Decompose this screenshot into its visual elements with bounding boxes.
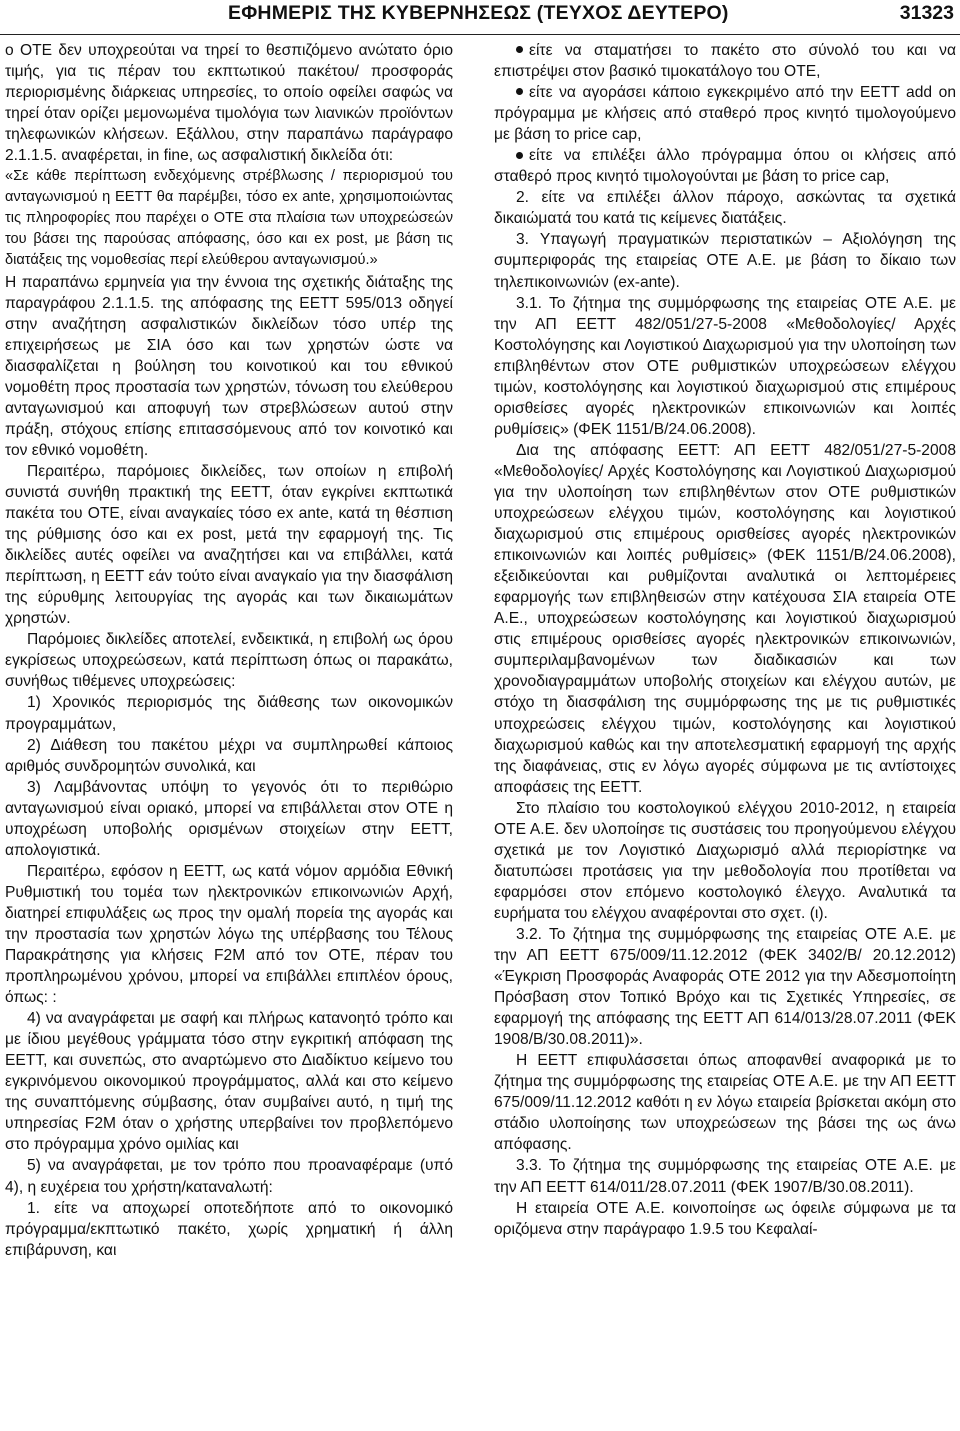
subsection-heading: 3.1. Το ζήτημα της συμμόρφωσης της εταιρείας ΟΤΕ Α.Ε. με την ΑΠ ΕΕΤΤ 482/051/27-5-2008 «Μεθοδολογίες/ Αρχές Κοστολόγησης και Λογιστικού Διαχωρισμού για την υλοποίηση των επιβληθέντων στον ΟΤΕ ρυθμιστικών υποχρεώσεων ελέγχου τιμών, κοστολόγησης και λογιστικού διαχωρισμού στις επιμέρους ορισθείσες αγορές ηλεκτρονικών επικοινωνιών και λοιπές ρυθμίσεις» (ΦΕΚ 1151/Β/24.06.2008). — [494, 294, 956, 438]
bullet-text: είτε να σταματήσει το πακέτο στο σύνολό του και να επιστρέψει στον βασικό τιμοκατάλογο του ΟΤΕ, — [494, 42, 956, 81]
list-item: 3) Λαμβάνοντας υπόψη το γεγονός ότι το περιθώριο ανταγωνισμού είναι οριακό, μπορεί να επιβάλλεται στον ΟΤΕ η υποχρέωση υποβολής ορισμένων στοιχείων στην ΕΕΤΤ, απολογιστικά. — [5, 778, 453, 859]
list-item: 5) να αναγράφεται, με τον τρόπο που προαναφέραμε (υπό 4), η ευχέρεια του χρήστη/καταναλωτή: — [5, 1157, 453, 1196]
paragraph: Η εταιρεία ΟΤΕ Α.Ε. κοινοποίησε ως όφειλε σύμφωνα με τα οριζόμενα στην παράγραφο 1.9.5 του Κεφαλαί- — [494, 1199, 956, 1238]
bullet-text: είτε να επιλέξει άλλο πρόγραμμα όπου οι κλήσεις από σταθερό προς κινητό τιμολογούνται με βάση το price cap, — [494, 147, 956, 186]
paragraph: Η παραπάνω ερμηνεία για την έννοια της σχετικής διάταξης της παραγράφου 2.1.1.5. της απόφασης της ΕΕΤΤ 595/013 οδηγεί στην αναζήτηση ασφαλιστικών δικλείδων τόσο υπέρ της επιχειρήσεως με ΣΙΑ όσο και των χρηστών ώστε να διασφαλίζεται η βούληση του κοινοτικού και του εθνικού νομοθέτη προς προστασία των χρηστών, τόνωση του ελεύθερου ανταγωνισμού και αποφυγή των στρεβλώσεων αυτού στην πράξη, στόχους επίσης επιτασσόμενους από τον κοινοτικό και τον εθνικό νομοθέτη. — [5, 273, 453, 459]
left-column — [5, 40, 453, 1261]
list-item: 4) να αναγράφεται με σαφή και πλήρως κατανοητό τρόπο και με ίδιου μεγέθους γράμματα τόσο στην εγκριτική απόφαση της ΕΕΤΤ, και συνεπώς, στο αναρτώμενο στο Διαδίκτυο κείμενο του εγκρινόμενου οικονομικού προγράμματος, αλλά και στο κείμενο της συναπτόμενης σύμβασης, όταν συμβαίνει αυτό, η τιμή της υπηρεσίας F2M όταν ο χρήστης υπερβαίνει τον προβλεπόμενο στο πρόγραμμα χρόνο ομιλίας και — [5, 1010, 453, 1154]
quote-paragraph: «Σε κάθε περίπτωση ενδεχόμενης στρέβλωσης / περιορισμού του ανταγωνισμού η ΕΕΤΤ θα παρέμβει, τόσο ex ante, χρησιμοποιώντας τις πληροφορίες που παρέχει ο ΟΤΕ στα πλαίσια των υποχρεώσεών του βάσει της παρούσας απόφασης, όσο και ex post, με βάση τις διατάξεις της νομοθεσίας περί ελεύθερου ανταγωνισμού.» — [5, 168, 453, 269]
page-number: 31323 — [899, 2, 954, 24]
subsection-heading: 3.2. Το ζήτημα της συμμόρφωσης της εταιρείας ΟΤΕ Α.Ε. με την ΑΠ ΕΕΤΤ 675/009/11.12.2012 (ΦΕΚ 3402/Β/ 20.12.2012) «Έγκριση Προσφοράς Αναφοράς ΟΤΕ 2012 για την Αδεσμοποίητη Πρόσβαση στον Τοπικό Βρόχο και τις Σχετικές Υπηρεσίες, σε εφαρμογή της απόφασης της ΕΕΤΤ ΑΠ 614/013/28.07.2011 (ΦΕΚ 1908/Β/30.08.2011)». — [494, 925, 956, 1049]
paragraph: Παρόμοιες δικλείδες αποτελεί, ενδεικτικά, η επιβολή ως όρου εγκρίσεως υποχρεώσεων, κατά περίπτωση όπως οι παρακάτω, συνήθως τιθέμενες υποχρεώσεις: — [5, 631, 453, 691]
bullet-item — [494, 40, 956, 82]
bullet-icon — [516, 84, 529, 101]
bullet-item — [494, 145, 956, 187]
paragraph: Δια της απόφασης ΕΕΤΤ: ΑΠ ΕΕΤΤ 482/051/27-5-2008 «Μεθοδολογίες/ Αρχές Κοστολόγησης και Λογιστικού Διαχωρισμού για την υλοποίηση των επιβληθέντων στον ΟΤΕ ρυθμιστικών υποχρεώσεων ελέγχου τιμών, κοστολόγησης και λογιστικού διαχωρισμού στις επιμέρους ορισθείσες αγορές ηλεκτρονικών επικοινωνιών και λοιπές ρυθμίσεις» (ΦΕΚ 1151/Β/24.06.2008), εξειδικεύονται και ρυθμίζονται αναλυτικά οι λεπτομέρειες εφαρμογής των επιβληθεισών στην κατέχουσα ΣΙΑ εταιρεία ΟΤΕ Α.Ε., υποχρεώσεων κοστολόγησης και λογιστικού διαχωρισμού στις επιμέρους ορισθείσες αγορές ηλεκτρονικών επικοινωνιών, συμπεριλαμβανομένων των διαδικασιών και των χρονοδιαγραμμάτων υποβολής στοιχείων και ελέγχου αυτών, με στόχο τη διασφάλιση της συμμόρφωσης της με τις ρυθμιστικές υποχρεώσεις ελέγχου τιμών, κοστολόγησης και λογιστικού διαχωρισμού καθώς και την αποτελεσματική εφαρμογή της αρχής της διαφάνειας, στις εν λόγω αγορές σύμφωνα με τις αντίστοιχες αποφάσεις της ΕΕΤΤ. — [494, 441, 956, 796]
page-header — [0, 0, 960, 35]
paragraph: Στο πλαίσιο του κοστολογικού ελέγχου 2010-2012, η εταιρεία ΟΤΕ Α.Ε. δεν υλοποίησε τις συστάσεις του προηγούμενου ελέγχου σχετικά με τον Λογιστικό Διαχωρισμό αλλά περιορίστηκε να διατυπώσει προτάσεις για την μεθοδολογία που προτίθεται να εφαρμόσει στον επόμενο κοστολογικό έλεγχο. Αναλυτικά τα ευρήματα του ελέγχου αναφέρονται στο σχετ. (ι). — [494, 799, 956, 922]
list-item: 2. είτε να επιλέξει άλλον πάροχο, ασκώντας τα σχετικά δικαιώματά του κατά τις κείμενες διατάξεις. — [494, 189, 956, 228]
paragraph: ο ΟΤΕ δεν υποχρεούται να τηρεί το θεσπιζόμενο ανώτατο όριο τιμής, για τις πέραν του εκπτωτικού πακέτου/ προσφοράς περιορισμένης διάρκειας υπηρεσίες, το οποίο οφείλει σαφώς να τηρεί όταν ορίζει μεμονωμένα τιμολόγια των λιανικών προϊόντων τηλεφωνικών κλήσεων. Εξάλλου, στην παραπάνω παράγραφο 2.1.1.5. αναφέρεται, in fine, ως ασφαλιστική δικλείδα ότι: — [5, 42, 453, 165]
bullet-item — [494, 82, 956, 145]
bullet-text: είτε να αγοράσει κάποιο εγκεκριμένο από την ΕΕΤΤ add on πρόγραμμα με κλήσεις από σταθερό προς κινητό τιμολογούμενο με βάση το price cap, — [494, 84, 956, 144]
section-heading: 3. Υπαγωγή πραγματικών περιστατικών – Αξιολόγηση της συμπεριφοράς της εταιρείας ΟΤΕ Α.Ε. με βάση το δίκαιο των τηλεπικοινωνιών (ex-ante). — [494, 231, 956, 291]
subsection-heading: 3.3. Το ζήτημα της συμμόρφωσης της εταιρείας ΟΤΕ Α.Ε. με την ΑΠ ΕΕΤΤ 614/011/28.07.2011 (ΦΕΚ 1907/Β/30.08.2011). — [494, 1157, 956, 1196]
list-item: 2) Διάθεση του πακέτου μέχρι να συμπληρωθεί κάποιος αριθμός συνδρομητών συνολικά, και — [5, 736, 453, 775]
paragraph: Η ΕΕΤΤ επιφυλάσσεται όπως αποφανθεί αναφορικά με το ζήτημα της συμμόρφωσης της εταιρείας ΟΤΕ Α.Ε. με την ΑΠ ΕΕΤΤ 675/009/11.12.2012 καθότι η εν λόγω εταιρεία βρίσκεται ακόμη στο στάδιο υλοποίησης των υποχρεώσεων της βάσει της ως άνω απόφασης. — [494, 1052, 956, 1154]
list-item: 1. είτε να αποχωρεί οποτεδήποτε από το οικονομικό πρόγραμμα/εκπτωτικό πακέτο, χωρίς χρηματική ή άλλη επιβάρυνση, και — [5, 1199, 453, 1259]
bullet-icon — [516, 147, 529, 164]
bullet-icon — [516, 42, 529, 59]
right-column — [494, 40, 956, 1240]
list-item: 1) Χρονικός περιορισμός της διάθεσης των οικονομικών προγραμμάτων, — [5, 694, 453, 733]
paragraph: Περαιτέρω, εφόσον η ΕΕΤΤ, ως κατά νόμον αρμόδια Εθνική Ρυθμιστική του τομέα των ηλεκτρονικών επικοινωνιών Αρχή, διατηρεί επιφυλάξεις ως προς την ομαλή πορεία της αγοράς και την προστασία των χρηστών λόγω της υπέρβασης του Τέλους Παρακράτησης για κλήσεις F2M από τον ΟΤΕ, πέραν του προπληρωμένου χρόνου, μπορεί να επιβάλλει επιπλέον όρους, όπως: : — [5, 862, 453, 1007]
paragraph: Περαιτέρω, παρόμοιες δικλείδες, των οποίων η επιβολή συνιστά συνήθη πρακτική της ΕΕΤΤ, όταν εγκρίνει εκπτωτικά πακέτα του ΟΤΕ, είναι αναγκαίες τόσο ex ante, κατά τη θέσπιση της ρύθμισης όσο και ex post, μετά την εφαρμογή της. Τις δικλείδες αυτές οφείλει να αναζητήσει και να επιβάλλει, κατά περίπτωση, η ΕΕΤΤ εάν τούτο είναι αναγκαίο για την διασφάλιση της εύρυθμης λειτουργίας της αγοράς και των δικαιωμάτων χρηστών. — [5, 462, 453, 628]
gazette-title: ΕΦΗΜΕΡΙΣ ΤΗΣ ΚΥΒΕΡΝΗΣΕΩΣ (ΤΕΥΧΟΣ ΔΕΥΤΕΡΟ) — [228, 2, 729, 24]
